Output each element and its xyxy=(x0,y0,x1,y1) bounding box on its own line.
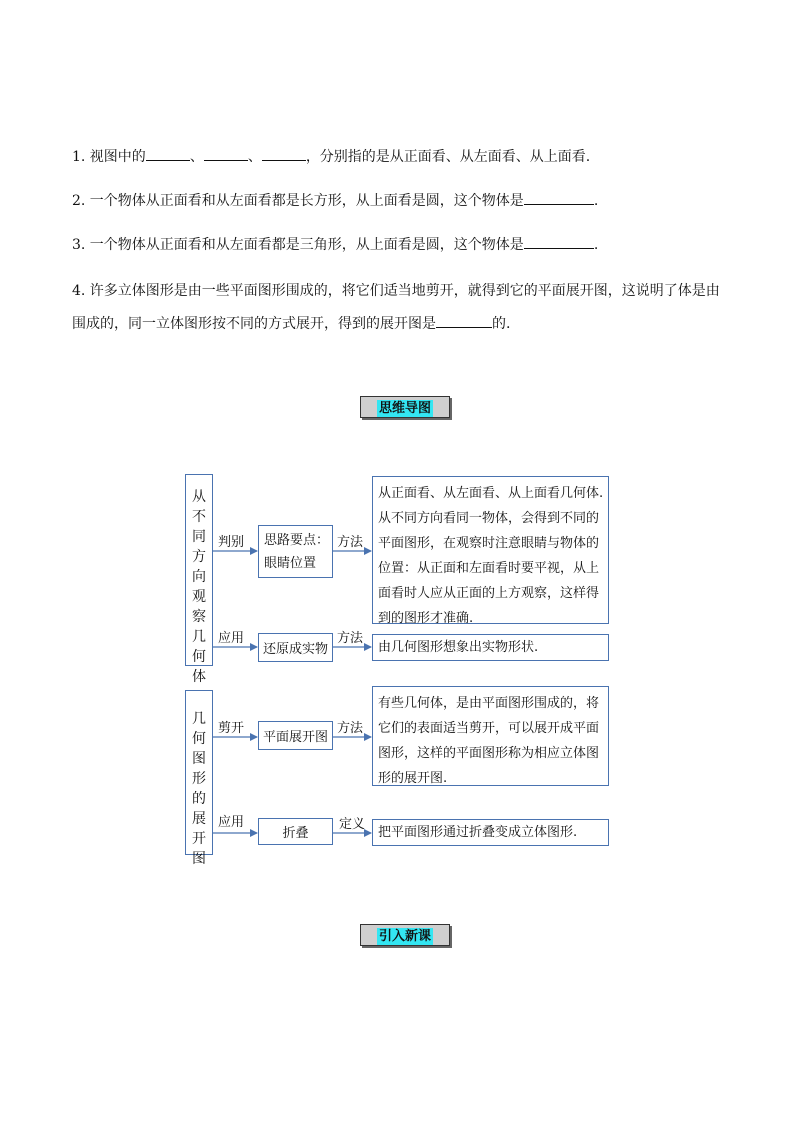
node-plane-unfolding: 平面展开图 xyxy=(258,721,333,750)
edge-label: 应用 xyxy=(218,815,245,830)
description-fold: 把平面图形通过折叠变成立体图形. xyxy=(372,819,609,846)
mind-map-root-unfold xyxy=(185,690,213,867)
question-2-text-end: . xyxy=(593,193,599,209)
description-restore: 由几何图形想象出实物形状. xyxy=(372,634,609,661)
root-label: 几何图形的展开图 xyxy=(192,711,206,867)
question-1-text: 1. 视图中的 xyxy=(72,149,146,165)
edge-label: 判别 xyxy=(218,535,245,550)
node-text: 思路要点： xyxy=(264,533,330,548)
question-1-text-end: ，分别指的是从正面看、从左面看、从上面看. xyxy=(305,149,591,165)
separator: 、 xyxy=(189,149,204,165)
edge-label: 方法 xyxy=(337,721,364,736)
question-3-text-end: . xyxy=(593,237,599,253)
question-3-text: 3. 一个物体从正面看和从左面看都是三角形，从上面看是圆，这个物体是 xyxy=(72,237,524,253)
edge-label: 应用 xyxy=(218,631,245,646)
node-text: 眼睛位置 xyxy=(264,556,317,571)
edge-label: 方法 xyxy=(337,535,364,550)
section-title-new-lesson xyxy=(360,924,450,946)
section-title-text: 引入新课 xyxy=(378,929,431,944)
edge-label: 方法 xyxy=(337,631,364,646)
description-unfold: 有些几何体，是由平面图形围成的，将它们的表面适当剪开，可以展开成平面图形，这样的平面图形称为相应立体图形的展开图. xyxy=(372,686,609,786)
mind-map-root-observe xyxy=(185,474,213,685)
question-4-text: 4. 许多立体图形是由一些平面图形围成的，将它们适当地剪开，就得到它的平面展开图，这说明了体是由围成的，同一立体图形按不同的方式展开，得到的展开图是 xyxy=(72,283,720,332)
section-title-text: 思维导图 xyxy=(378,401,431,416)
edge-label: 剪开 xyxy=(218,721,245,736)
node-folding: 折叠 xyxy=(258,818,333,845)
root-label: 从不同方向观察几何体 xyxy=(192,489,206,685)
question-4-text-end: 的. xyxy=(492,316,511,332)
edge-label: 定义 xyxy=(339,817,366,832)
question-2-text: 2. 一个物体从正面看和从左面看都是长方形，从上面看是圆，这个物体是 xyxy=(72,193,524,209)
separator: 、 xyxy=(247,149,262,165)
node-key-points xyxy=(258,525,333,578)
description-observe: 从正面看、从左面看、从上面看几何体.从不同方向看同一物体，会得到不同的平面图形，在观察时注意眼睛与物体的位置：从正面和左面看时要平视，从上面看时人应从正面的上方观察，这样得到的图形才准确. xyxy=(372,476,609,624)
node-restore-object: 还原成实物 xyxy=(258,633,333,662)
